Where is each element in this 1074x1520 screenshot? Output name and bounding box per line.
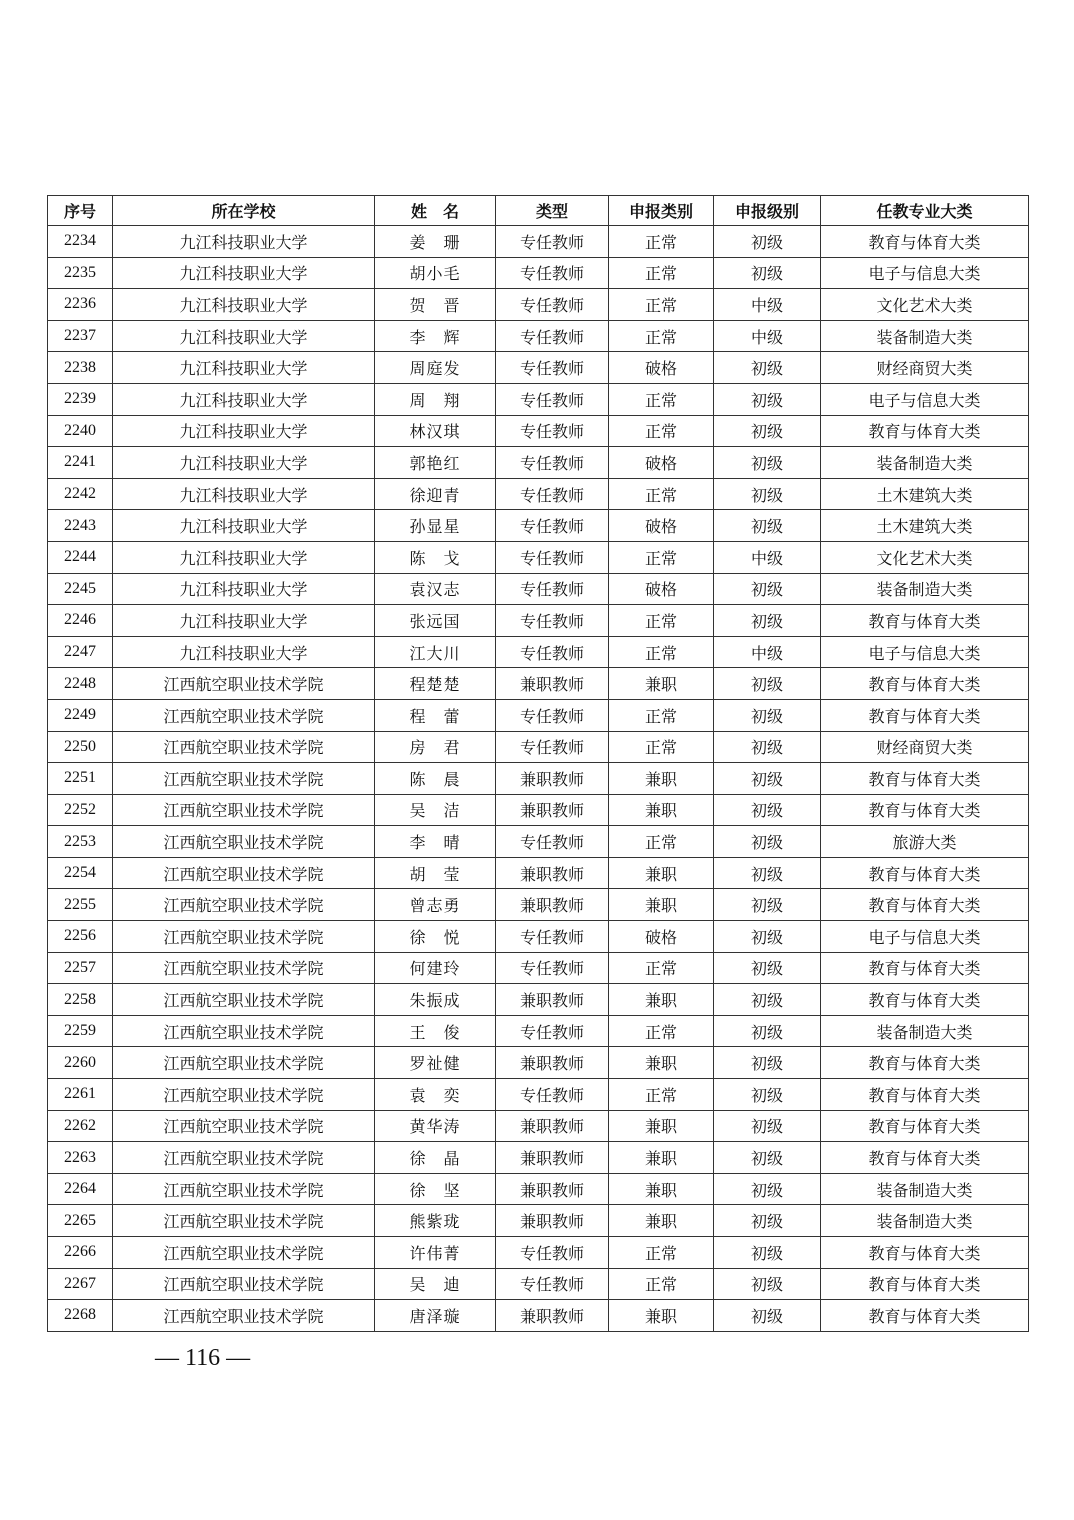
cell-name: 黄华涛 xyxy=(375,1110,496,1142)
cell-apply-category: 正常 xyxy=(609,1079,714,1111)
cell-serial: 2259 xyxy=(48,1015,113,1047)
cell-type: 专任教师 xyxy=(496,573,609,605)
cell-type: 兼职教师 xyxy=(496,1047,609,1079)
cell-type: 专任教师 xyxy=(496,320,609,352)
cell-major-category: 教育与体育大类 xyxy=(821,668,1029,700)
cell-major-category: 电子与信息大类 xyxy=(821,383,1029,415)
cell-major-category: 旅游大类 xyxy=(821,826,1029,858)
cell-serial: 2236 xyxy=(48,289,113,321)
cell-apply-level: 初级 xyxy=(714,857,821,889)
cell-major-category: 教育与体育大类 xyxy=(821,1142,1029,1174)
cell-type: 专任教师 xyxy=(496,1268,609,1300)
cell-major-category: 土木建筑大类 xyxy=(821,510,1029,542)
cell-serial: 2253 xyxy=(48,826,113,858)
cell-type: 专任教师 xyxy=(496,541,609,573)
cell-apply-level: 中级 xyxy=(714,541,821,573)
cell-apply-category: 兼职 xyxy=(609,1142,714,1174)
cell-type: 专任教师 xyxy=(496,478,609,510)
cell-name: 程楚楚 xyxy=(375,668,496,700)
cell-serial: 2246 xyxy=(48,605,113,637)
table-row xyxy=(48,636,1029,668)
cell-apply-level: 初级 xyxy=(714,1300,821,1332)
cell-school: 九江科技职业大学 xyxy=(113,257,375,289)
cell-type: 兼职教师 xyxy=(496,1142,609,1174)
cell-major-category: 教育与体育大类 xyxy=(821,794,1029,826)
cell-type: 专任教师 xyxy=(496,605,609,637)
cell-serial: 2237 xyxy=(48,320,113,352)
table-row xyxy=(48,763,1029,795)
cell-school: 江西航空职业技术学院 xyxy=(113,1173,375,1205)
cell-name: 周 翔 xyxy=(375,383,496,415)
cell-type: 兼职教师 xyxy=(496,794,609,826)
cell-type: 兼职教师 xyxy=(496,1173,609,1205)
cell-type: 兼职教师 xyxy=(496,889,609,921)
cell-major-category: 教育与体育大类 xyxy=(821,1047,1029,1079)
cell-apply-level: 初级 xyxy=(714,668,821,700)
cell-major-category: 教育与体育大类 xyxy=(821,857,1029,889)
cell-name: 徐 悦 xyxy=(375,921,496,953)
cell-name: 周庭发 xyxy=(375,352,496,384)
table-row xyxy=(48,510,1029,542)
cell-apply-category: 兼职 xyxy=(609,1173,714,1205)
cell-serial: 2260 xyxy=(48,1047,113,1079)
cell-serial: 2244 xyxy=(48,541,113,573)
table-row xyxy=(48,383,1029,415)
cell-serial: 2243 xyxy=(48,510,113,542)
table-row xyxy=(48,731,1029,763)
cell-name: 罗祉健 xyxy=(375,1047,496,1079)
cell-major-category: 装备制造大类 xyxy=(821,1015,1029,1047)
cell-school: 江西航空职业技术学院 xyxy=(113,1142,375,1174)
cell-major-category: 财经商贸大类 xyxy=(821,352,1029,384)
table-row xyxy=(48,1015,1029,1047)
cell-apply-category: 兼职 xyxy=(609,1110,714,1142)
cell-apply-category: 正常 xyxy=(609,731,714,763)
cell-serial: 2241 xyxy=(48,447,113,479)
cell-school: 江西航空职业技术学院 xyxy=(113,1110,375,1142)
cell-name: 吴 迪 xyxy=(375,1268,496,1300)
cell-school: 九江科技职业大学 xyxy=(113,226,375,258)
cell-major-category: 教育与体育大类 xyxy=(821,1237,1029,1269)
cell-serial: 2267 xyxy=(48,1268,113,1300)
cell-name: 陈 戈 xyxy=(375,541,496,573)
table-row xyxy=(48,1079,1029,1111)
cell-school: 江西航空职业技术学院 xyxy=(113,1237,375,1269)
table-row xyxy=(48,857,1029,889)
cell-name: 李 晴 xyxy=(375,826,496,858)
cell-type: 专任教师 xyxy=(496,415,609,447)
cell-school: 江西航空职业技术学院 xyxy=(113,921,375,953)
header-serial: 序号 xyxy=(48,196,113,226)
cell-apply-category: 兼职 xyxy=(609,1047,714,1079)
cell-type: 专任教师 xyxy=(496,1237,609,1269)
table-header-row xyxy=(48,196,1029,226)
cell-apply-level: 中级 xyxy=(714,289,821,321)
cell-apply-level: 初级 xyxy=(714,1047,821,1079)
table-row xyxy=(48,289,1029,321)
cell-school: 江西航空职业技术学院 xyxy=(113,763,375,795)
teacher-roster-table xyxy=(47,195,1029,1332)
cell-apply-level: 初级 xyxy=(714,605,821,637)
cell-serial: 2247 xyxy=(48,636,113,668)
cell-name: 王 俊 xyxy=(375,1015,496,1047)
cell-school: 九江科技职业大学 xyxy=(113,541,375,573)
cell-type: 兼职教师 xyxy=(496,763,609,795)
cell-major-category: 教育与体育大类 xyxy=(821,889,1029,921)
cell-apply-category: 正常 xyxy=(609,289,714,321)
cell-major-category: 财经商贸大类 xyxy=(821,731,1029,763)
cell-serial: 2264 xyxy=(48,1173,113,1205)
cell-apply-category: 破格 xyxy=(609,921,714,953)
cell-apply-category: 兼职 xyxy=(609,794,714,826)
cell-apply-category: 兼职 xyxy=(609,668,714,700)
cell-name: 李 辉 xyxy=(375,320,496,352)
cell-name: 朱振成 xyxy=(375,984,496,1016)
table-row xyxy=(48,952,1029,984)
table-row xyxy=(48,668,1029,700)
cell-apply-level: 初级 xyxy=(714,731,821,763)
cell-serial: 2250 xyxy=(48,731,113,763)
cell-serial: 2245 xyxy=(48,573,113,605)
cell-name: 吴 洁 xyxy=(375,794,496,826)
table-row xyxy=(48,1173,1029,1205)
cell-type: 兼职教师 xyxy=(496,668,609,700)
cell-type: 兼职教师 xyxy=(496,984,609,1016)
cell-name: 许伟菁 xyxy=(375,1237,496,1269)
cell-name: 程 蕾 xyxy=(375,699,496,731)
cell-apply-category: 正常 xyxy=(609,415,714,447)
cell-apply-category: 正常 xyxy=(609,383,714,415)
cell-major-category: 教育与体育大类 xyxy=(821,952,1029,984)
header-name: 姓 名 xyxy=(375,196,496,226)
cell-major-category: 装备制造大类 xyxy=(821,320,1029,352)
cell-serial: 2261 xyxy=(48,1079,113,1111)
cell-name: 徐迎青 xyxy=(375,478,496,510)
cell-serial: 2255 xyxy=(48,889,113,921)
cell-apply-category: 兼职 xyxy=(609,1300,714,1332)
header-apply-category: 申报类别 xyxy=(609,196,714,226)
cell-apply-level: 初级 xyxy=(714,352,821,384)
cell-name: 张远国 xyxy=(375,605,496,637)
cell-school: 江西航空职业技术学院 xyxy=(113,794,375,826)
cell-name: 陈 晨 xyxy=(375,763,496,795)
cell-serial: 2242 xyxy=(48,478,113,510)
table-row xyxy=(48,1205,1029,1237)
cell-apply-level: 初级 xyxy=(714,921,821,953)
cell-major-category: 土木建筑大类 xyxy=(821,478,1029,510)
cell-type: 兼职教师 xyxy=(496,1110,609,1142)
cell-name: 房 君 xyxy=(375,731,496,763)
cell-type: 兼职教师 xyxy=(496,1300,609,1332)
cell-major-category: 教育与体育大类 xyxy=(821,605,1029,637)
table-row xyxy=(48,921,1029,953)
cell-apply-level: 初级 xyxy=(714,1237,821,1269)
cell-apply-level: 初级 xyxy=(714,826,821,858)
table-row xyxy=(48,1300,1029,1332)
cell-name: 徐 坚 xyxy=(375,1173,496,1205)
cell-name: 胡小毛 xyxy=(375,257,496,289)
cell-name: 徐 晶 xyxy=(375,1142,496,1174)
cell-type: 专任教师 xyxy=(496,510,609,542)
cell-apply-category: 正常 xyxy=(609,257,714,289)
cell-apply-category: 正常 xyxy=(609,226,714,258)
cell-major-category: 文化艺术大类 xyxy=(821,541,1029,573)
table-row xyxy=(48,889,1029,921)
header-apply-level: 申报级别 xyxy=(714,196,821,226)
cell-apply-category: 正常 xyxy=(609,478,714,510)
table-row xyxy=(48,478,1029,510)
cell-serial: 2257 xyxy=(48,952,113,984)
cell-apply-category: 正常 xyxy=(609,826,714,858)
cell-type: 专任教师 xyxy=(496,352,609,384)
cell-name: 唐泽璇 xyxy=(375,1300,496,1332)
cell-school: 江西航空职业技术学院 xyxy=(113,1268,375,1300)
cell-school: 九江科技职业大学 xyxy=(113,478,375,510)
cell-school: 九江科技职业大学 xyxy=(113,289,375,321)
cell-major-category: 教育与体育大类 xyxy=(821,1268,1029,1300)
cell-school: 江西航空职业技术学院 xyxy=(113,731,375,763)
cell-apply-category: 正常 xyxy=(609,1268,714,1300)
cell-school: 江西航空职业技术学院 xyxy=(113,1079,375,1111)
cell-name: 袁 奕 xyxy=(375,1079,496,1111)
cell-apply-category: 兼职 xyxy=(609,984,714,1016)
cell-name: 林汉琪 xyxy=(375,415,496,447)
cell-apply-category: 正常 xyxy=(609,1237,714,1269)
table-row xyxy=(48,415,1029,447)
cell-apply-level: 初级 xyxy=(714,984,821,1016)
cell-apply-level: 初级 xyxy=(714,794,821,826)
table-row xyxy=(48,699,1029,731)
cell-school: 九江科技职业大学 xyxy=(113,573,375,605)
cell-name: 郭艳红 xyxy=(375,447,496,479)
cell-name: 胡 莹 xyxy=(375,857,496,889)
cell-serial: 2258 xyxy=(48,984,113,1016)
page-number: — 116 — xyxy=(155,1345,251,1371)
cell-apply-category: 正常 xyxy=(609,699,714,731)
cell-school: 江西航空职业技术学院 xyxy=(113,952,375,984)
cell-apply-category: 正常 xyxy=(609,1015,714,1047)
cell-major-category: 教育与体育大类 xyxy=(821,226,1029,258)
table-row xyxy=(48,320,1029,352)
cell-type: 专任教师 xyxy=(496,826,609,858)
cell-apply-level: 初级 xyxy=(714,383,821,415)
cell-school: 江西航空职业技术学院 xyxy=(113,857,375,889)
table-row xyxy=(48,1110,1029,1142)
cell-major-category: 电子与信息大类 xyxy=(821,257,1029,289)
cell-type: 专任教师 xyxy=(496,257,609,289)
cell-major-category: 教育与体育大类 xyxy=(821,763,1029,795)
cell-apply-level: 初级 xyxy=(714,952,821,984)
cell-serial: 2254 xyxy=(48,857,113,889)
cell-apply-category: 破格 xyxy=(609,510,714,542)
cell-apply-level: 初级 xyxy=(714,1110,821,1142)
table-row xyxy=(48,352,1029,384)
cell-serial: 2238 xyxy=(48,352,113,384)
cell-type: 专任教师 xyxy=(496,921,609,953)
table-row xyxy=(48,226,1029,258)
cell-apply-level: 初级 xyxy=(714,1015,821,1047)
cell-school: 江西航空职业技术学院 xyxy=(113,699,375,731)
cell-name: 曾志勇 xyxy=(375,889,496,921)
cell-name: 熊紫珑 xyxy=(375,1205,496,1237)
table-row xyxy=(48,1142,1029,1174)
table-row xyxy=(48,605,1029,637)
cell-serial: 2239 xyxy=(48,383,113,415)
table-row xyxy=(48,1047,1029,1079)
table-row xyxy=(48,541,1029,573)
cell-major-category: 教育与体育大类 xyxy=(821,1110,1029,1142)
table-row xyxy=(48,826,1029,858)
cell-serial: 2235 xyxy=(48,257,113,289)
cell-apply-level: 初级 xyxy=(714,447,821,479)
cell-apply-category: 正常 xyxy=(609,320,714,352)
cell-apply-category: 正常 xyxy=(609,541,714,573)
table-row xyxy=(48,257,1029,289)
cell-apply-category: 兼职 xyxy=(609,889,714,921)
table-body xyxy=(48,226,1029,1332)
cell-apply-category: 正常 xyxy=(609,952,714,984)
cell-serial: 2249 xyxy=(48,699,113,731)
header-major-category: 任教专业大类 xyxy=(821,196,1029,226)
cell-serial: 2234 xyxy=(48,226,113,258)
cell-school: 九江科技职业大学 xyxy=(113,447,375,479)
cell-name: 孙显星 xyxy=(375,510,496,542)
table-row xyxy=(48,984,1029,1016)
cell-apply-level: 初级 xyxy=(714,510,821,542)
cell-school: 九江科技职业大学 xyxy=(113,415,375,447)
cell-major-category: 教育与体育大类 xyxy=(821,1079,1029,1111)
cell-serial: 2265 xyxy=(48,1205,113,1237)
cell-serial: 2256 xyxy=(48,921,113,953)
cell-apply-category: 正常 xyxy=(609,636,714,668)
cell-type: 兼职教师 xyxy=(496,1205,609,1237)
cell-apply-level: 初级 xyxy=(714,1205,821,1237)
cell-school: 九江科技职业大学 xyxy=(113,320,375,352)
cell-apply-level: 中级 xyxy=(714,636,821,668)
cell-serial: 2248 xyxy=(48,668,113,700)
cell-apply-category: 破格 xyxy=(609,573,714,605)
cell-major-category: 教育与体育大类 xyxy=(821,1300,1029,1332)
cell-name: 何建玲 xyxy=(375,952,496,984)
cell-apply-category: 兼职 xyxy=(609,1205,714,1237)
cell-type: 兼职教师 xyxy=(496,857,609,889)
cell-apply-level: 初级 xyxy=(714,226,821,258)
cell-major-category: 教育与体育大类 xyxy=(821,984,1029,1016)
cell-apply-level: 初级 xyxy=(714,478,821,510)
cell-serial: 2266 xyxy=(48,1237,113,1269)
cell-type: 专任教师 xyxy=(496,1079,609,1111)
cell-serial: 2268 xyxy=(48,1300,113,1332)
cell-name: 姜 珊 xyxy=(375,226,496,258)
cell-name: 袁汉志 xyxy=(375,573,496,605)
table-row xyxy=(48,1268,1029,1300)
cell-school: 江西航空职业技术学院 xyxy=(113,1015,375,1047)
cell-type: 专任教师 xyxy=(496,289,609,321)
cell-school: 九江科技职业大学 xyxy=(113,605,375,637)
cell-type: 专任教师 xyxy=(496,636,609,668)
cell-serial: 2240 xyxy=(48,415,113,447)
cell-apply-level: 初级 xyxy=(714,415,821,447)
cell-school: 江西航空职业技术学院 xyxy=(113,1047,375,1079)
cell-apply-level: 初级 xyxy=(714,1268,821,1300)
cell-serial: 2251 xyxy=(48,763,113,795)
cell-school: 九江科技职业大学 xyxy=(113,383,375,415)
cell-school: 江西航空职业技术学院 xyxy=(113,1300,375,1332)
cell-name: 贺 晋 xyxy=(375,289,496,321)
cell-school: 九江科技职业大学 xyxy=(113,636,375,668)
cell-apply-level: 初级 xyxy=(714,573,821,605)
table-row xyxy=(48,573,1029,605)
cell-major-category: 教育与体育大类 xyxy=(821,699,1029,731)
cell-serial: 2262 xyxy=(48,1110,113,1142)
cell-type: 专任教师 xyxy=(496,447,609,479)
cell-school: 九江科技职业大学 xyxy=(113,510,375,542)
cell-apply-level: 初级 xyxy=(714,1079,821,1111)
cell-apply-level: 初级 xyxy=(714,257,821,289)
cell-major-category: 装备制造大类 xyxy=(821,1173,1029,1205)
cell-major-category: 电子与信息大类 xyxy=(821,636,1029,668)
cell-apply-level: 初级 xyxy=(714,699,821,731)
cell-apply-level: 初级 xyxy=(714,763,821,795)
cell-school: 江西航空职业技术学院 xyxy=(113,1205,375,1237)
cell-type: 专任教师 xyxy=(496,1015,609,1047)
cell-school: 江西航空职业技术学院 xyxy=(113,889,375,921)
header-school: 所在学校 xyxy=(113,196,375,226)
cell-type: 专任教师 xyxy=(496,699,609,731)
cell-major-category: 装备制造大类 xyxy=(821,1205,1029,1237)
table-row xyxy=(48,794,1029,826)
cell-apply-level: 初级 xyxy=(714,1173,821,1205)
cell-school: 江西航空职业技术学院 xyxy=(113,668,375,700)
cell-major-category: 装备制造大类 xyxy=(821,447,1029,479)
cell-serial: 2252 xyxy=(48,794,113,826)
cell-school: 江西航空职业技术学院 xyxy=(113,984,375,1016)
cell-major-category: 文化艺术大类 xyxy=(821,289,1029,321)
cell-apply-category: 兼职 xyxy=(609,857,714,889)
cell-school: 江西航空职业技术学院 xyxy=(113,826,375,858)
table-row xyxy=(48,447,1029,479)
cell-apply-category: 正常 xyxy=(609,605,714,637)
cell-major-category: 教育与体育大类 xyxy=(821,415,1029,447)
table-row xyxy=(48,1237,1029,1269)
cell-apply-category: 破格 xyxy=(609,352,714,384)
cell-name: 江大川 xyxy=(375,636,496,668)
cell-apply-category: 兼职 xyxy=(609,763,714,795)
cell-type: 专任教师 xyxy=(496,731,609,763)
cell-type: 专任教师 xyxy=(496,952,609,984)
cell-apply-level: 初级 xyxy=(714,889,821,921)
cell-major-category: 电子与信息大类 xyxy=(821,921,1029,953)
cell-apply-level: 初级 xyxy=(714,1142,821,1174)
cell-serial: 2263 xyxy=(48,1142,113,1174)
cell-apply-category: 破格 xyxy=(609,447,714,479)
header-type: 类型 xyxy=(496,196,609,226)
cell-type: 专任教师 xyxy=(496,226,609,258)
cell-type: 专任教师 xyxy=(496,383,609,415)
cell-major-category: 装备制造大类 xyxy=(821,573,1029,605)
cell-school: 九江科技职业大学 xyxy=(113,352,375,384)
cell-apply-level: 中级 xyxy=(714,320,821,352)
